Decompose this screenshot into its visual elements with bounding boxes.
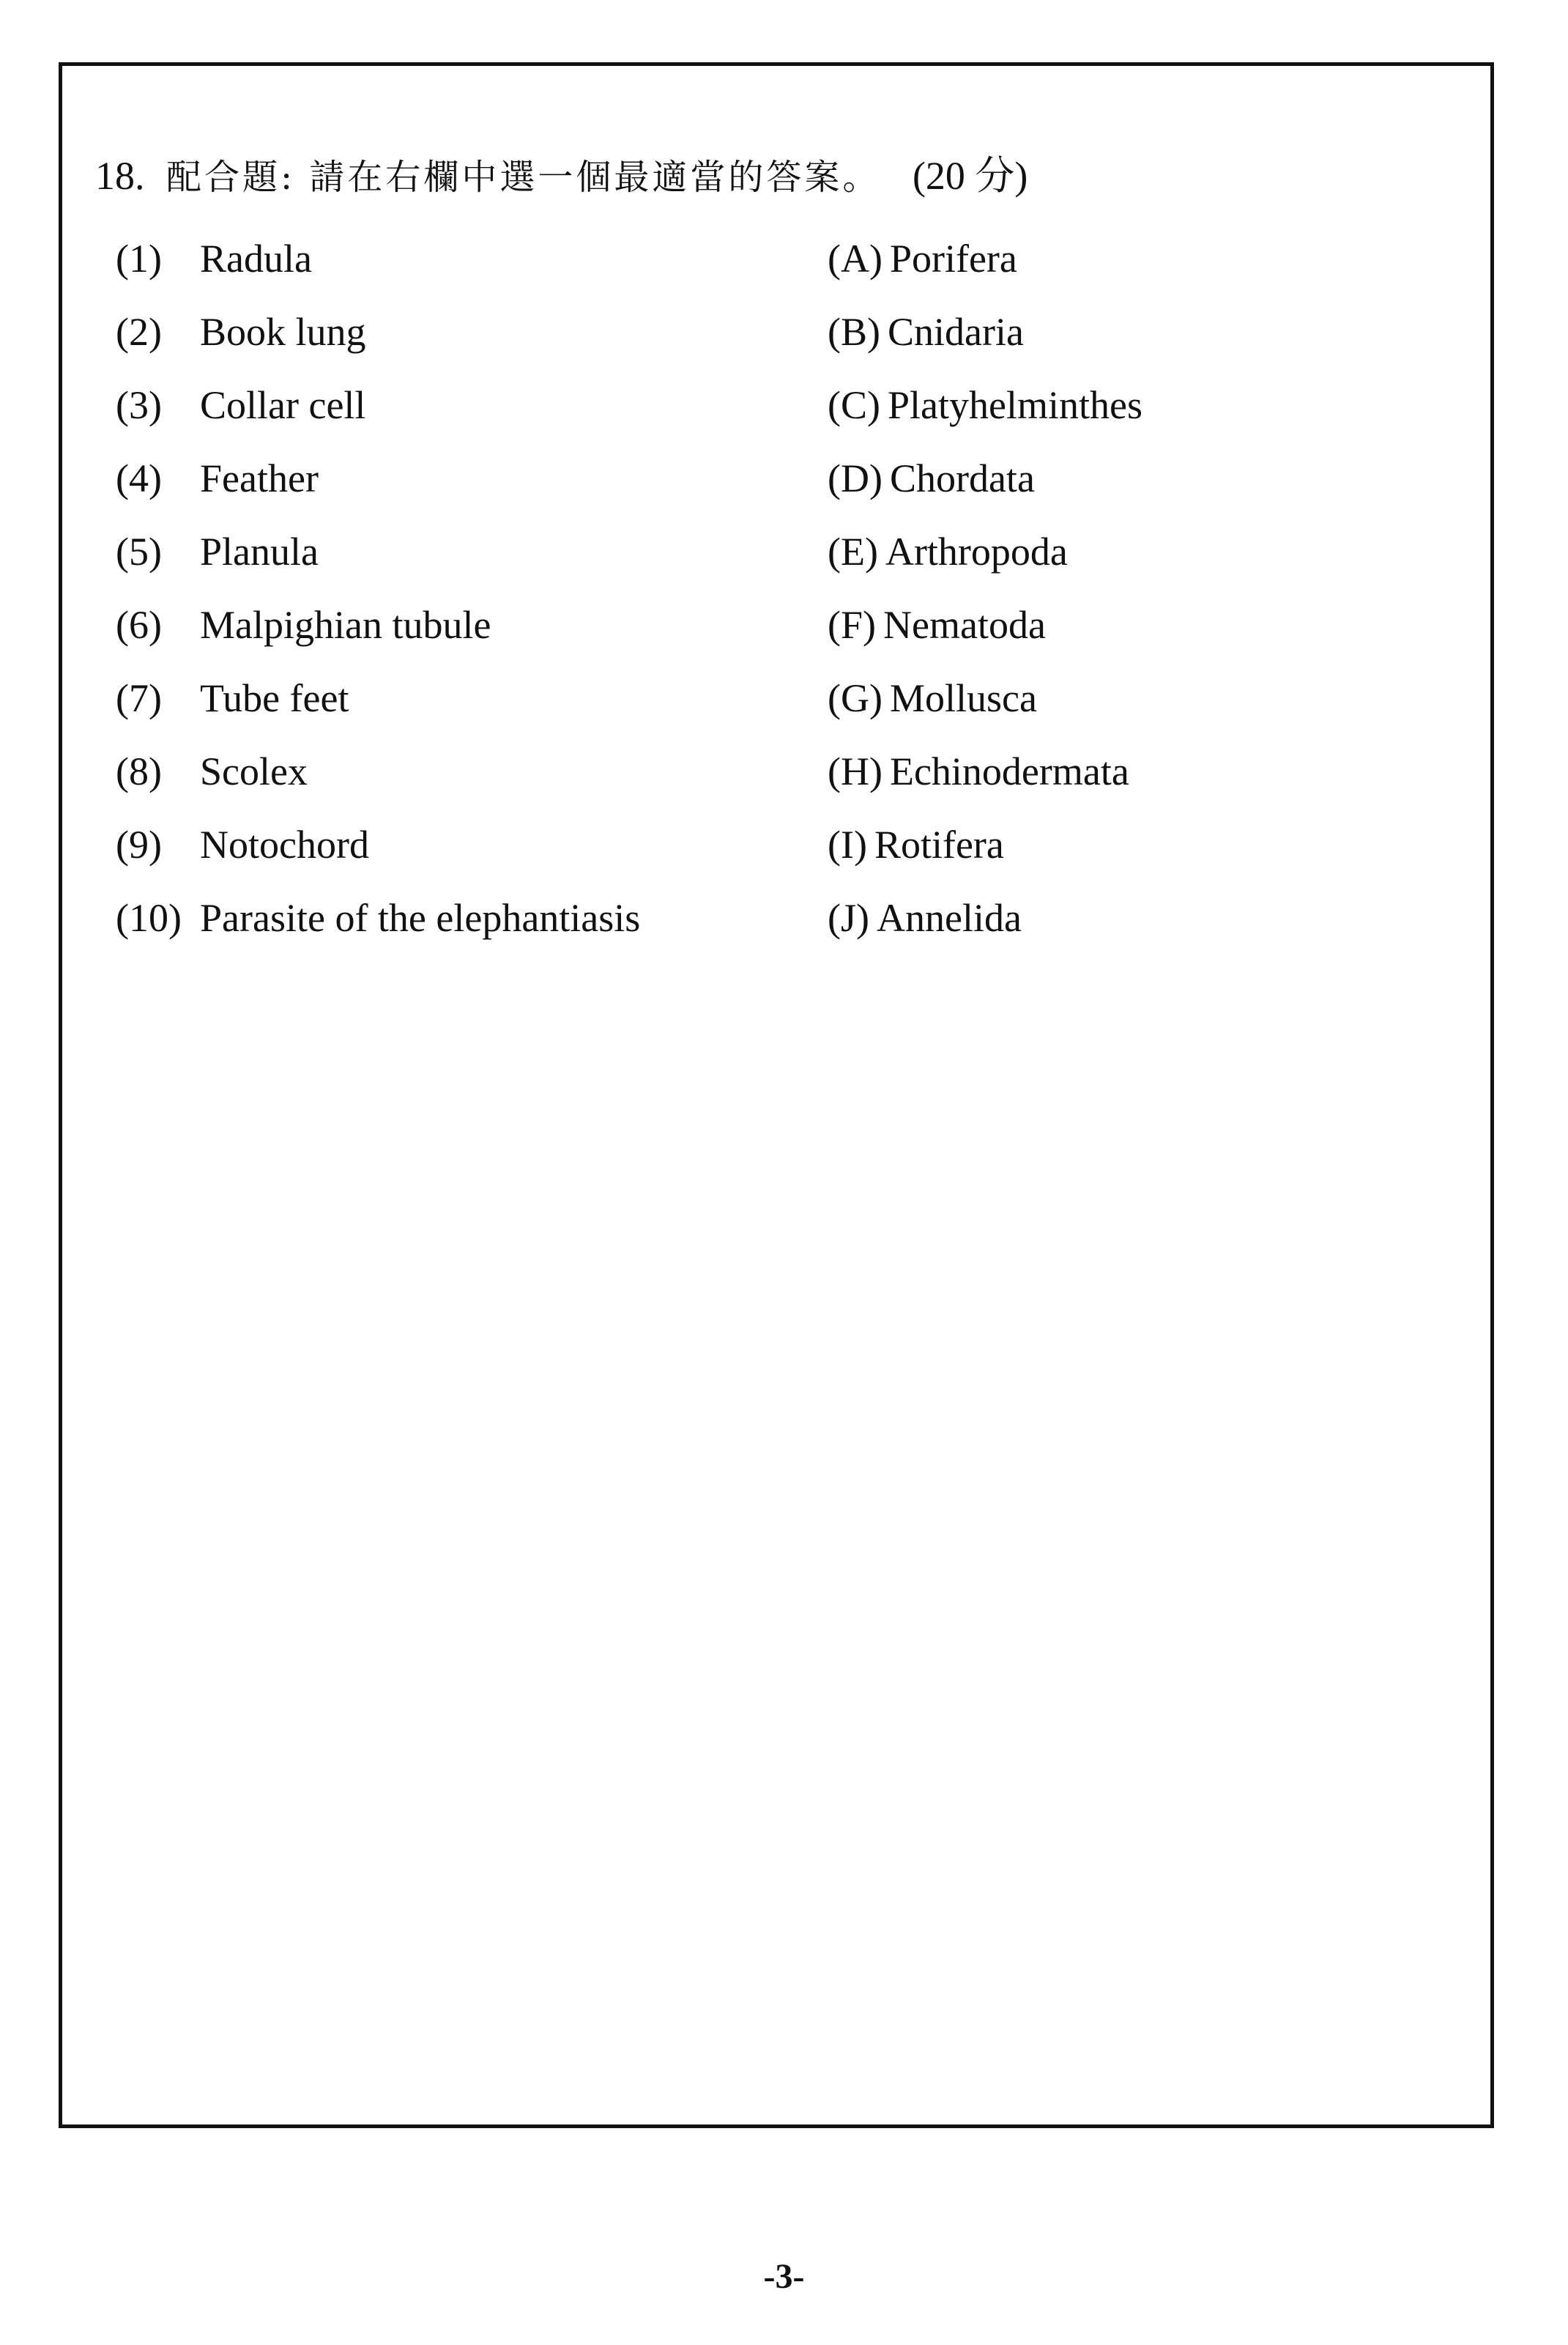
right-item-letter: (G) [828,676,883,720]
left-item-index: (5) [116,530,162,574]
right-item [828,379,1450,453]
left-item-term: Collar cell [200,383,366,427]
right-item-letter: (C) [828,383,880,427]
left-item-index: (3) [116,383,162,427]
right-item-letter: (D) [828,456,883,500]
right-item-phylum: Chordata [889,456,1035,500]
right-item [828,673,1450,746]
left-item-index: (10) [116,896,182,940]
question-number: 18. [95,154,145,198]
right-item [828,599,1450,673]
left-item [116,673,775,746]
right-item-letter: (E) [828,530,878,574]
right-item [828,306,1450,379]
left-item [116,453,775,526]
right-item-phylum: Rotifera [874,823,1004,867]
right-item-phylum: Nematoda [883,603,1046,647]
left-item [116,526,775,599]
right-item-phylum: Arthropoda [885,530,1068,574]
left-item [116,599,775,673]
right-item-phylum: Annelida [876,896,1022,940]
left-item-term: Feather [200,456,319,500]
right-item-letter: (B) [828,310,880,354]
left-item [116,746,775,819]
question-points: (20 分) [912,154,1028,198]
right-item-phylum: Echinodermata [889,749,1129,793]
page-number: -3- [763,2257,805,2296]
right-item [828,746,1450,819]
left-item-term: Parasite of the elephantiasis [200,896,641,940]
left-item-term: Notochord [200,823,369,867]
left-item-term: Tube feet [200,676,349,720]
right-item [828,892,1450,966]
right-item [828,453,1450,526]
left-item-index: (9) [116,823,162,867]
left-item [116,819,775,892]
right-item-phylum: Mollusca [889,676,1037,720]
left-item [116,379,775,453]
left-item-index: (4) [116,456,162,500]
right-item-phylum: Platyhelminthes [887,383,1142,427]
left-item-index: (6) [116,603,162,647]
question-instruction: 配合題: 請在右欄中選一個最適當的答案。 [166,157,881,198]
right-item-letter: (I) [828,823,867,867]
right-item-letter: (F) [828,603,876,647]
left-item-index: (1) [116,237,162,281]
right-item-letter: (H) [828,749,883,793]
right-item [828,526,1450,599]
left-item-term: Planula [200,530,319,574]
left-item-index: (8) [116,749,162,793]
left-item-index: (7) [116,676,162,720]
left-item [116,892,775,966]
left-item-index: (2) [116,310,162,354]
question-heading [95,150,1028,203]
left-item-term: Book lung [200,310,366,354]
right-item-letter: (A) [828,237,883,281]
left-column [116,233,775,966]
left-item [116,233,775,306]
right-item [828,819,1450,892]
left-item-term: Malpighian tubule [200,603,491,647]
left-item-term: Scolex [200,749,308,793]
right-item-phylum: Cnidaria [887,310,1024,354]
right-item-letter: (J) [828,896,869,940]
left-item [116,306,775,379]
right-item [828,233,1450,306]
left-item-term: Radula [200,237,312,281]
right-column [828,233,1450,966]
right-item-phylum: Porifera [889,237,1017,281]
